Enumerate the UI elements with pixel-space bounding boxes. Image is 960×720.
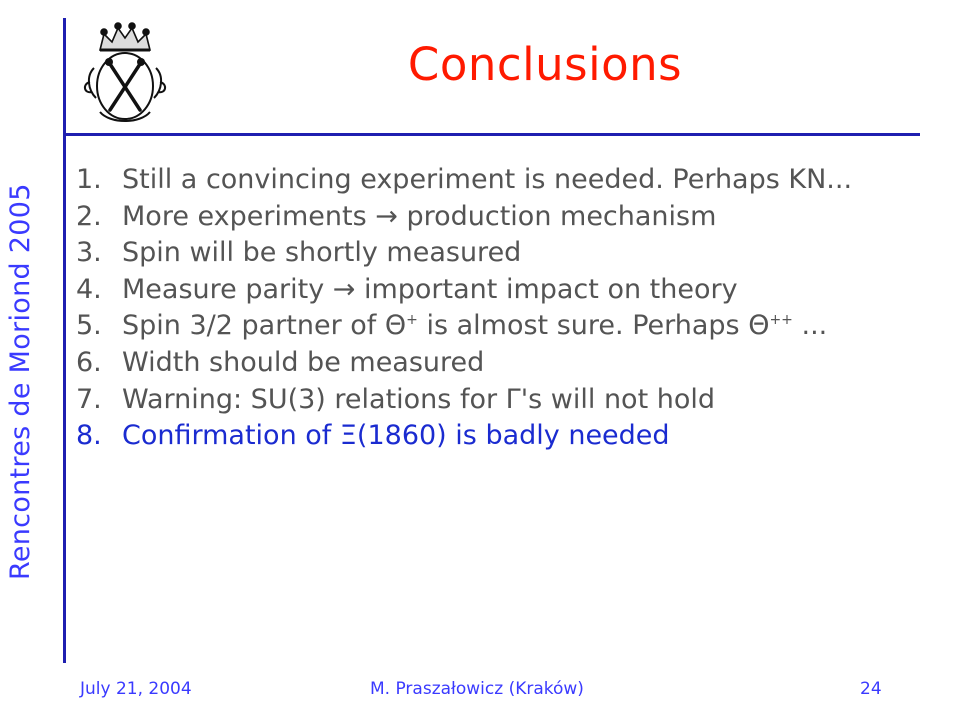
list-item-text: Measure parity → important impact on theory (122, 273, 738, 305)
vertical-divider (63, 18, 66, 663)
list-item-number: 2. (76, 200, 102, 232)
list-item (76, 345, 936, 382)
list-item-text: Warning: SU(3) relations for Γ's will not hold (122, 383, 716, 415)
university-crest-icon (80, 20, 170, 126)
list-item (76, 162, 936, 199)
footer-author: M. Praszałowicz (Kraków) (370, 679, 584, 699)
list-item (76, 308, 936, 345)
list-item (76, 382, 936, 419)
conference-side-title: Rencontres de Moriond 2005 (5, 183, 36, 580)
footer-page-number: 24 (860, 679, 882, 699)
list-item-text: Confirmation of Ξ(1860) is badly needed (122, 420, 670, 452)
list-item-number: 8. (76, 420, 102, 452)
list-item-highlighted (76, 418, 936, 455)
list-item-number: 1. (76, 164, 102, 195)
horizontal-divider (63, 133, 920, 136)
slide-title: Conclusions (407, 38, 683, 91)
list-item-number: 4. (76, 273, 102, 305)
list-item-text: More experiments → production mechanism (122, 200, 717, 232)
list-item (76, 272, 936, 309)
list-item-text: Width should be measured (122, 346, 485, 378)
list-item-text (122, 308, 827, 345)
list-item-text: Still a convincing experiment is needed. Perhaps KN... (122, 164, 853, 195)
list-item-number: 3. (76, 237, 102, 269)
list-item-text-part: is almost sure. Perhaps Θ (417, 310, 770, 342)
list-item-text-part: ... (792, 310, 828, 342)
list-item-text: Spin will be shortly measured (122, 237, 522, 269)
list-item-text-part: Spin 3/2 partner of Θ (122, 310, 407, 342)
superscript-charge: ++ (769, 312, 793, 329)
conclusions-list (76, 162, 936, 455)
footer-date: July 21, 2004 (80, 679, 192, 699)
list-item-number: 6. (76, 346, 102, 378)
list-item-number: 5. (76, 310, 102, 342)
list-item (76, 235, 936, 272)
superscript-charge: + (406, 312, 418, 329)
list-item-number: 7. (76, 383, 102, 415)
list-item (76, 199, 936, 236)
